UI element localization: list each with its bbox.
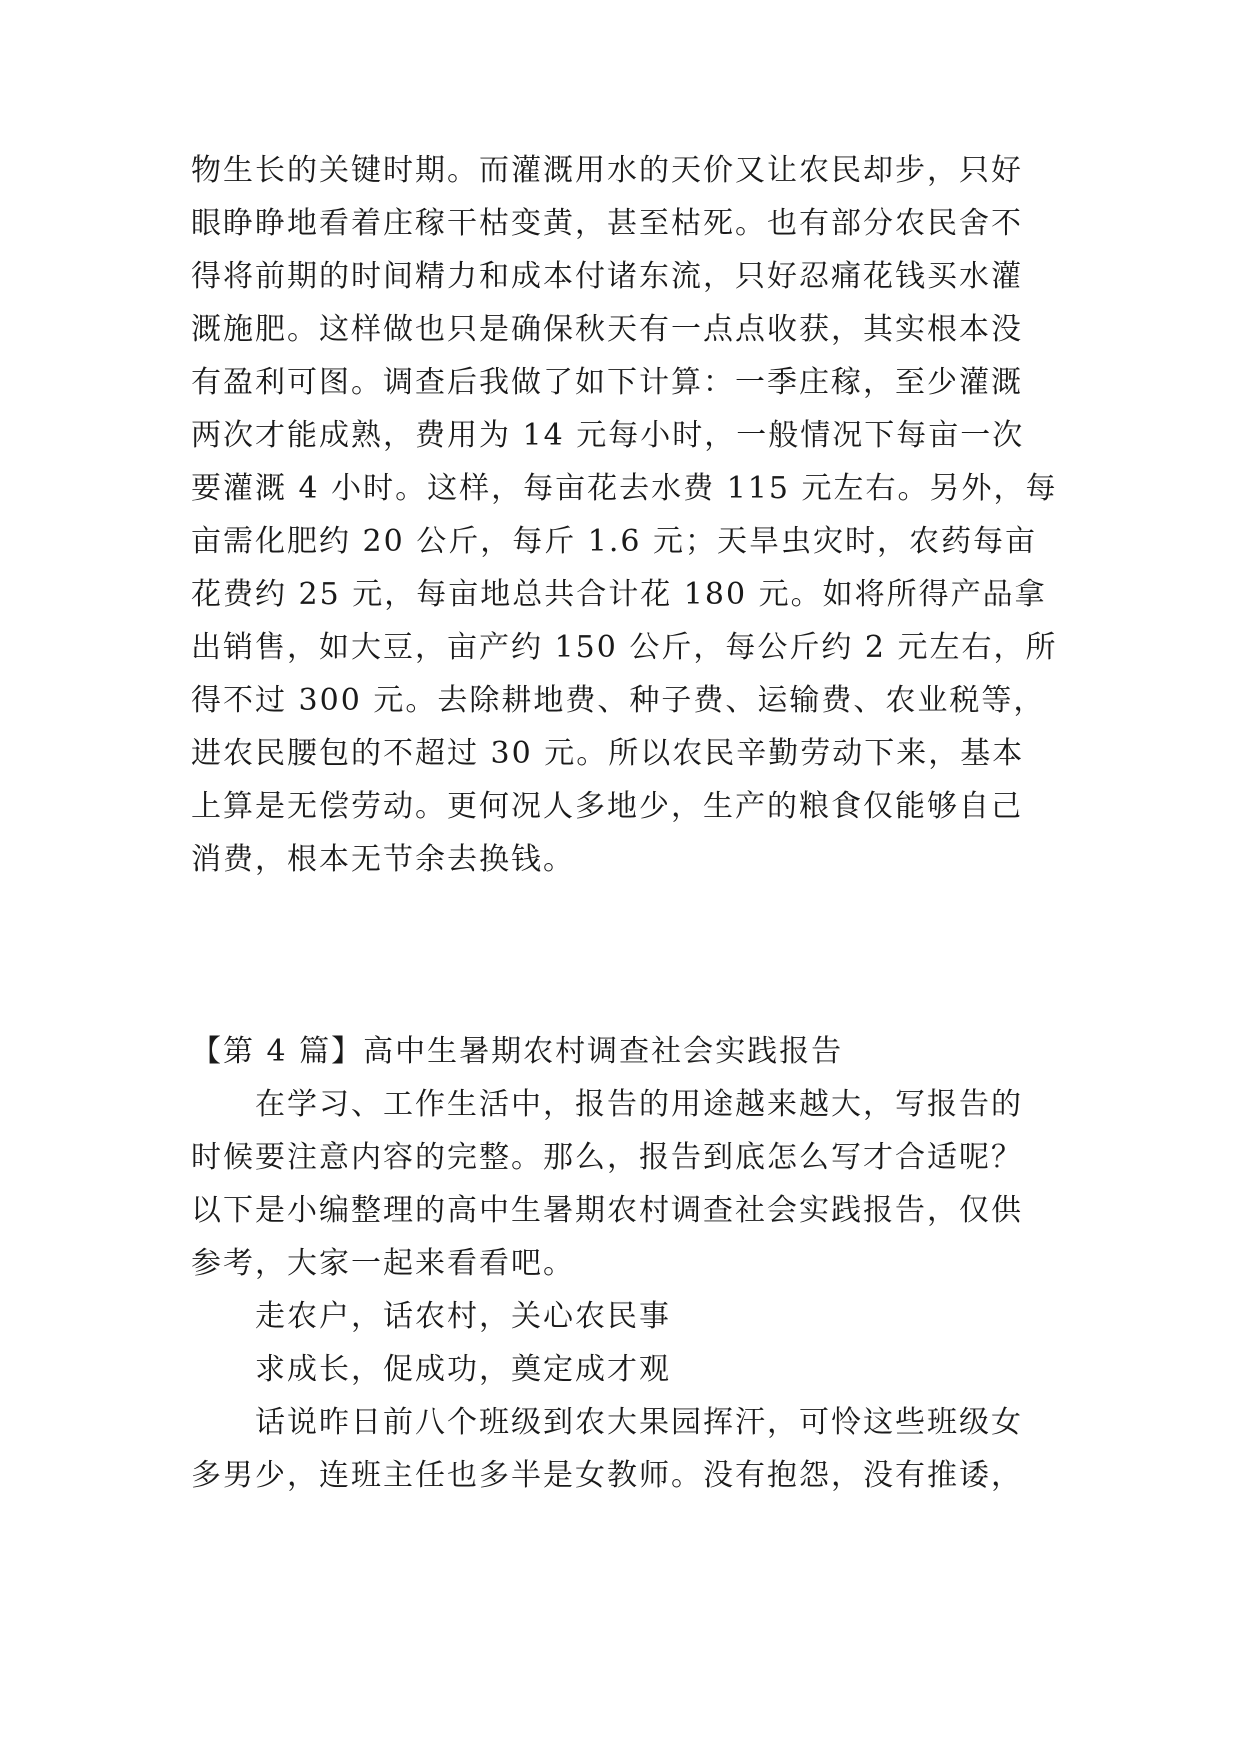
paragraph-line: 两次才能成熟，费用为 14 元每小时，一般情况下每亩一次: [191, 418, 1025, 453]
intro-line: 在学习、工作生活中，报告的用途越来越大，写报告的: [255, 1087, 1023, 1122]
intro-line: 以下是小编整理的高中生暑期农村调查社会实践报告，仅供: [191, 1193, 1023, 1228]
paragraph-line: 得将前期的时间精力和成本付诸东流，只好忍痛花钱买水灌: [191, 259, 1023, 294]
paragraph-line: 花费约 25 元，每亩地总共合计花 180 元。如将所得产品拿: [191, 577, 1047, 612]
paragraph-line: 消费，根本无节余去换钱。: [191, 842, 575, 877]
paragraph-line: 要灌溉 4 小时。这样，每亩花去水费 115 元左右。另外，每: [191, 471, 1058, 506]
body-line: 话说昨日前八个班级到农大果园挥汗，可怜这些班级女: [255, 1405, 1023, 1440]
paragraph-line: 眼睁睁地看着庄稼干枯变黄，甚至枯死。也有部分农民舍不: [191, 206, 1023, 241]
section-heading: 【第 4 篇】高中生暑期农村调查社会实践报告: [191, 1034, 844, 1069]
paragraph-line: 有盈利可图。调查后我做了如下计算：一季庄稼，至少灌溉: [191, 365, 1023, 400]
paragraph-line: 出销售，如大豆，亩产约 150 公斤，每公斤约 2 元左右，所: [191, 630, 1058, 665]
slogan-line: 求成长，促成功，奠定成才观: [255, 1352, 671, 1387]
paragraph-line: 得不过 300 元。去除耕地费、种子费、运输费、农业税等，: [191, 683, 1046, 718]
paragraph-line: 进农民腰包的不超过 30 元。所以农民辛勤劳动下来，基本: [191, 736, 1025, 771]
paragraph-line: 物生长的关键时期。而灌溉用水的天价又让农民却步，只好: [191, 153, 1023, 188]
paragraph-line: 亩需化肥约 20 公斤，每斤 1.6 元；天旱虫灾时，农药每亩: [191, 524, 1038, 559]
slogan-line: 走农户，话农村，关心农民事: [255, 1299, 671, 1334]
intro-line: 时候要注意内容的完整。那么，报告到底怎么写才合适呢？: [191, 1140, 1023, 1175]
body-line: 多男少，连班主任也多半是女教师。没有抱怨，没有推诿，: [191, 1458, 1023, 1493]
paragraph-line: 溉施肥。这样做也只是确保秋天有一点点收获，其实根本没: [191, 312, 1023, 347]
paragraph-line: 上算是无偿劳动。更何况人多地少，生产的粮食仅能够自己: [191, 789, 1023, 824]
intro-line: 参考，大家一起来看看吧。: [191, 1246, 575, 1281]
